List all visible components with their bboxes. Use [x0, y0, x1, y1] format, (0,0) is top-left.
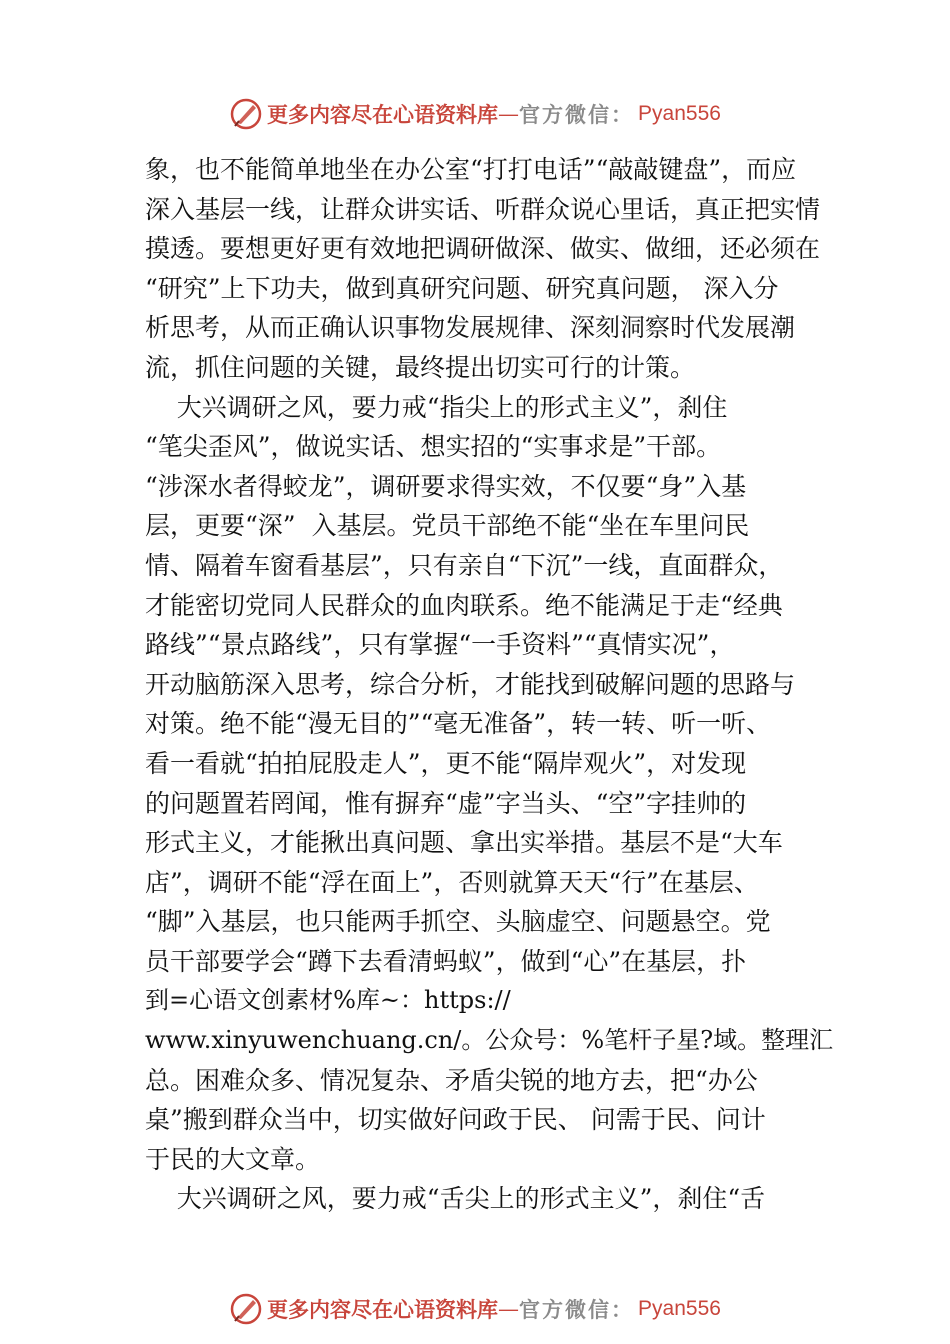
text-line: 对策。绝不能“漫无目的”“毫无准备”，转一转、听一听、 [145, 709, 772, 739]
text-line: 于民的大文章。 [145, 1144, 321, 1174]
footer-wechat-label: 官方微信： [519, 1297, 635, 1322]
text-line: 看一看就“拍拍屁股走人”，更不能“隔岸观火”，对发现 [145, 748, 747, 778]
text-line: 总。困难众多、情况复杂、矛盾尖锐的地方去，把“办公 [145, 1065, 758, 1095]
footer-red-text: 更多内容尽在心语资料库 [267, 1297, 499, 1322]
text-line: “笔尖歪风”，做说实话、想实招的“实事求是”干部。 [145, 432, 722, 462]
text-line: 深入基层一线，让群众讲实话、听群众说心里话，真正把实情 [145, 194, 821, 224]
header-banner [0, 92, 950, 136]
text-line-url-prefix: 到=心语文创素材%库~：https:// [145, 986, 511, 1015]
text-line: 才能密切党同人民群众的血肉联系。绝不能满足于走“经典 [145, 590, 783, 620]
text-line: 员干部要学会“蹲下去看清蚂蚁”，做到“心”在基层，扑 [145, 946, 747, 976]
footer-banner [0, 1287, 950, 1331]
header-wechat-id: Pyan556 [638, 102, 721, 125]
text-line: 形式主义，才能揪出真问题、拿出实举措。基层不是“大车 [145, 828, 783, 858]
text-line: 摸透。要想更好更有效地把调研做深、做实、做细，还必须在 [145, 234, 821, 264]
text-line: 大兴调研之风，要力戒“舌尖上的形式主义”，刹住“舌 [145, 1184, 766, 1214]
text-line: 路线”“景点路线”，只有掌握“一手资料”“真情实况”， [145, 630, 735, 660]
text-line: 层，更要“深” 入基层。党员干部绝不能“坐在车里问民 [145, 511, 750, 541]
text-line: 店”，调研不能“浮在面上”，否则就算天天“行”在基层、 [145, 867, 759, 897]
text-line: 析思考，从而正确认识事物发展规律、深刻洞察时代发展潮 [145, 313, 796, 343]
footer-wechat-id: Pyan556 [638, 1297, 721, 1320]
header-wechat-label: 官方微信： [519, 102, 635, 127]
text-line: 流，抓住问题的关键，最终提出切实可行的计策。 [145, 352, 696, 382]
text-line-url: www.xinyuwenchuang.cn/。公众号：%笔杆子星?域。整理汇 [145, 1026, 834, 1055]
text-line: 开动脑筋深入思考，综合分析，才能找到破解问题的思路与 [145, 669, 796, 699]
text-line: 情、隔着车窗看基层”，只有亲自“下沉”一线，直面群众， [145, 550, 784, 580]
text-line: 的问题置若罔闻，惟有摒弃“虚”字当头、“空”字挂帅的 [145, 788, 747, 818]
document-body [145, 150, 845, 1219]
header-dash: — [498, 102, 520, 126]
text-line: 桌”搬到群众当中，切实做好问政于民、 问需于民、问计 [145, 1105, 766, 1135]
footer-dash: — [498, 1297, 520, 1321]
text-line: “研究”上下功夫，做到真研究问题、研究真问题， 深入分 [145, 273, 779, 303]
text-line: 大兴调研之风，要力戒“指尖上的形式主义”，刹住 [145, 392, 728, 422]
text-line: “脚”入基层，也只能两手抓空、头脑虚空、问题悬空。党 [145, 907, 771, 937]
text-line: “涉深水者得蛟龙”，调研要求得实效，不仅要“身”入基 [145, 471, 747, 501]
quill-logo-icon [229, 97, 263, 131]
text-line: 象，也不能简单地坐在办公室“打打电话”“敲敲键盘”，而应 [145, 155, 797, 184]
quill-logo-icon [229, 1292, 263, 1326]
header-red-text: 更多内容尽在心语资料库 [267, 102, 499, 127]
